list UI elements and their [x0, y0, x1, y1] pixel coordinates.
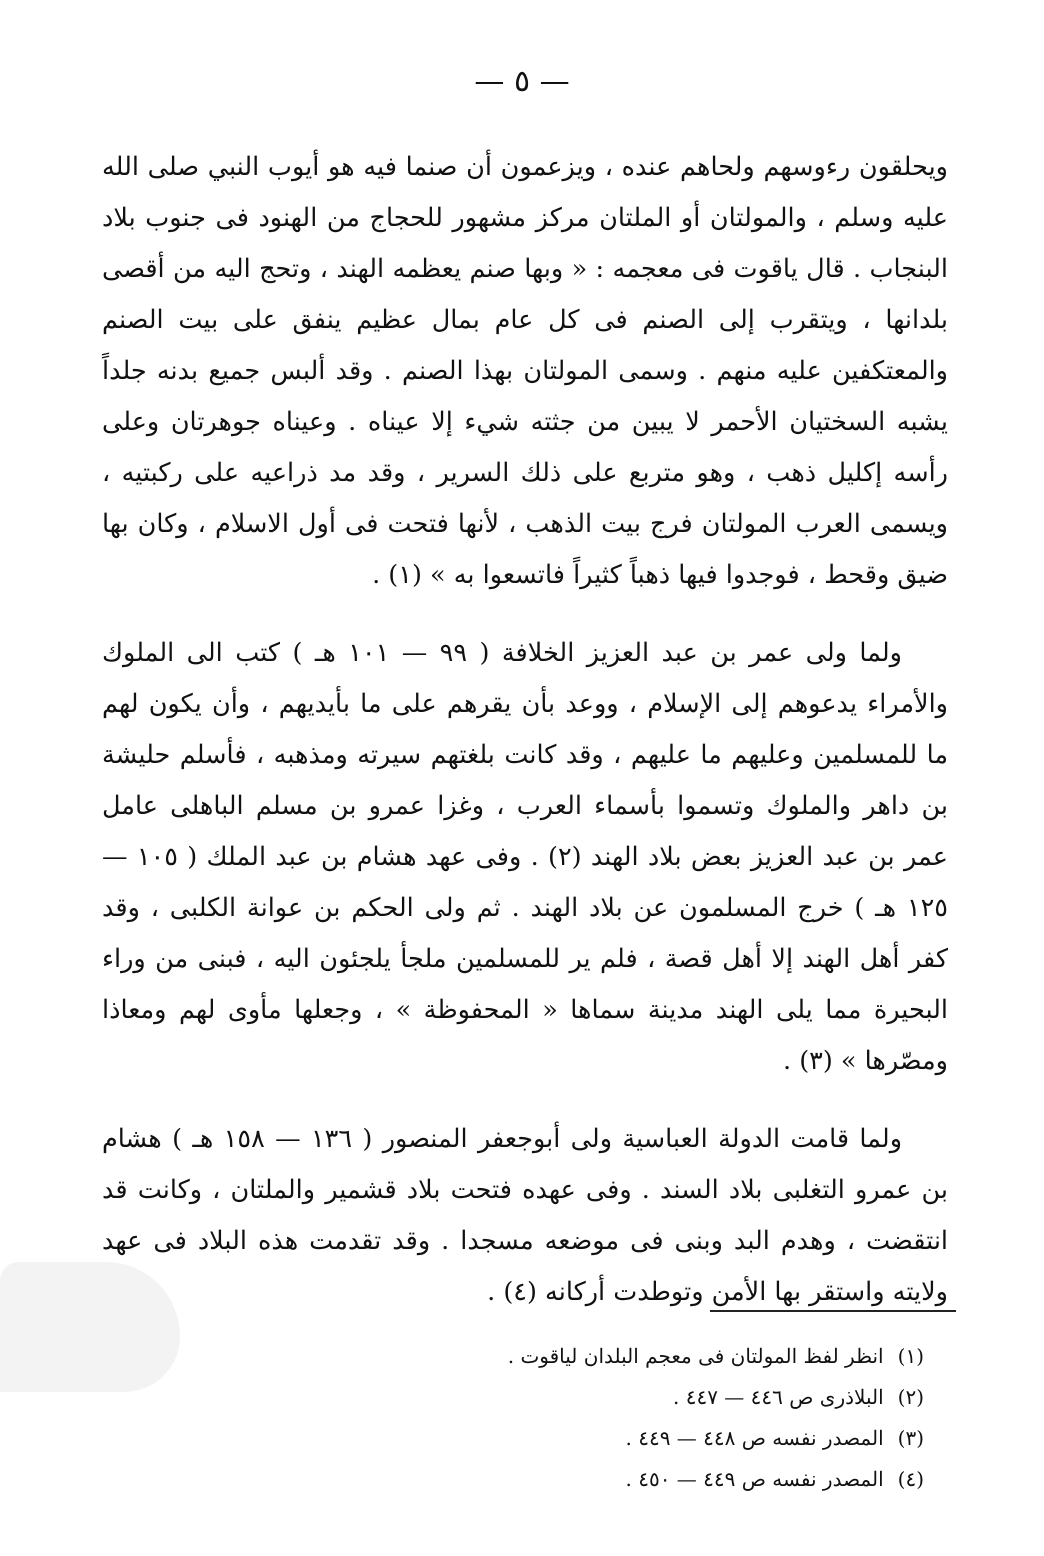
footnote-divider — [710, 1310, 956, 1312]
main-text — [102, 142, 948, 1318]
paragraph-3: ولما قامت الدولة العباسية ولى أبوجعفر المنصور ( ١٣٦ — ١٥٨ هـ ) هشام بن عمرو التغلبى بلاد السند . وفى عهده فتحت بلاد قشمير والملتان ، وكانت قد انتقضت ، وهدم البد وبنى فى موضعه مسجدا . وقد تقدمت هذه البلاد فى عهد ولايته واستقر بها الأمن وتوطدت أركانه (٤) . — [102, 1124, 948, 1307]
footnote-3 — [224, 1418, 924, 1459]
footnote-text: المصدر نفسه ص ٤٤٩ — ٤٥٠ . — [625, 1467, 884, 1491]
paragraph-1: ويحلقون رءوسهم ولحاهم عنده ، ويزعمون أن صنما فيه هو أيوب النبي صلى الله عليه وسلم ، والمولتان أو الملتان مركز مشهور للحجاج من الهنود فى جنوب بلاد البنجاب . قال ياقوت فى معجمه : « وبها صنم يعظمه الهند ، وتحج اليه من أقصى بلدانها ، ويتقرب إلى الصنم فى كل عام بمال عظيم ينفق على بيت الصنم والمعتكفين عليه منهم . وسمى المولتان بهذا الصنم . وقد ألبس جميع بدنه جلداً يشبه السختيان الأحمر لا يبين من جثته شيء إلا عيناه . وعيناه جوهرتان وعلى رأسه إكليل ذهب ، وهو متربع على ذلك السرير ، وقد مد ذراعيه على ركبتيه ، ويسمى العرب المولتان فرج بيت الذهب ، لأنها فتحت فى أول الاسلام ، وكان بها ضيق وقحط ، فوجدوا فيها ذهباً كثيراً فاتسعوا به » (١) . — [102, 152, 948, 590]
footnote-2 — [224, 1377, 924, 1418]
footnote-text: انظر لفظ المولتان فى معجم البلدان لياقوت . — [507, 1344, 884, 1368]
footnote-1 — [224, 1336, 924, 1377]
page-number: — ٥ — — [474, 64, 570, 99]
footnotes-list — [224, 1336, 924, 1500]
footnote-mark: (٣) — [897, 1426, 924, 1450]
paragraph-2: ولما ولى عمر بن عبد العزيز الخلافة ( ٩٩ — ١٠١ هـ ) كتب الى الملوك والأمراء يدعوهم إلى الإسلام ، ووعد بأن يقرهم على ما بأيديهم ، وأن يكون لهم ما للمسلمين وعليهم ما عليهم ، وقد كانت بلغتهم سيرته ومذهبه ، فأسلم حليشة بن داهر والملوك وتسموا بأسماء العرب ، وغزا عمرو بن مسلم الباهلى عامل عمر بن عبد العزيز بعض بلاد الهند (٢) . وفى عهد هشام بن عبد الملك ( ١٠٥ — ١٢٥ هـ ) خرج المسلمون عن بلاد الهند . ثم ولى الحكم بن عوانة الكلبى ، وقد كفر أهل الهند إلا أهل قصة ، فلم ير للمسلمين ملجأ يلجئون اليه ، فبنى من وراء البحيرة مما يلى الهند مدينة سماها « المحفوظة » ، وجعلها مأوى لهم ومعاذا ومصّرها » (٣) . — [102, 638, 948, 1076]
footnote-mark: (٢) — [897, 1385, 924, 1409]
footnote-mark: (١) — [897, 1344, 924, 1368]
footnote-text: البلاذرى ص ٤٤٦ — ٤٤٧ . — [672, 1385, 884, 1409]
footnote-mark: (٤) — [897, 1467, 924, 1491]
footnote-4 — [224, 1459, 924, 1500]
footnote-text: المصدر نفسه ص ٤٤٨ — ٤٤٩ . — [625, 1426, 884, 1450]
